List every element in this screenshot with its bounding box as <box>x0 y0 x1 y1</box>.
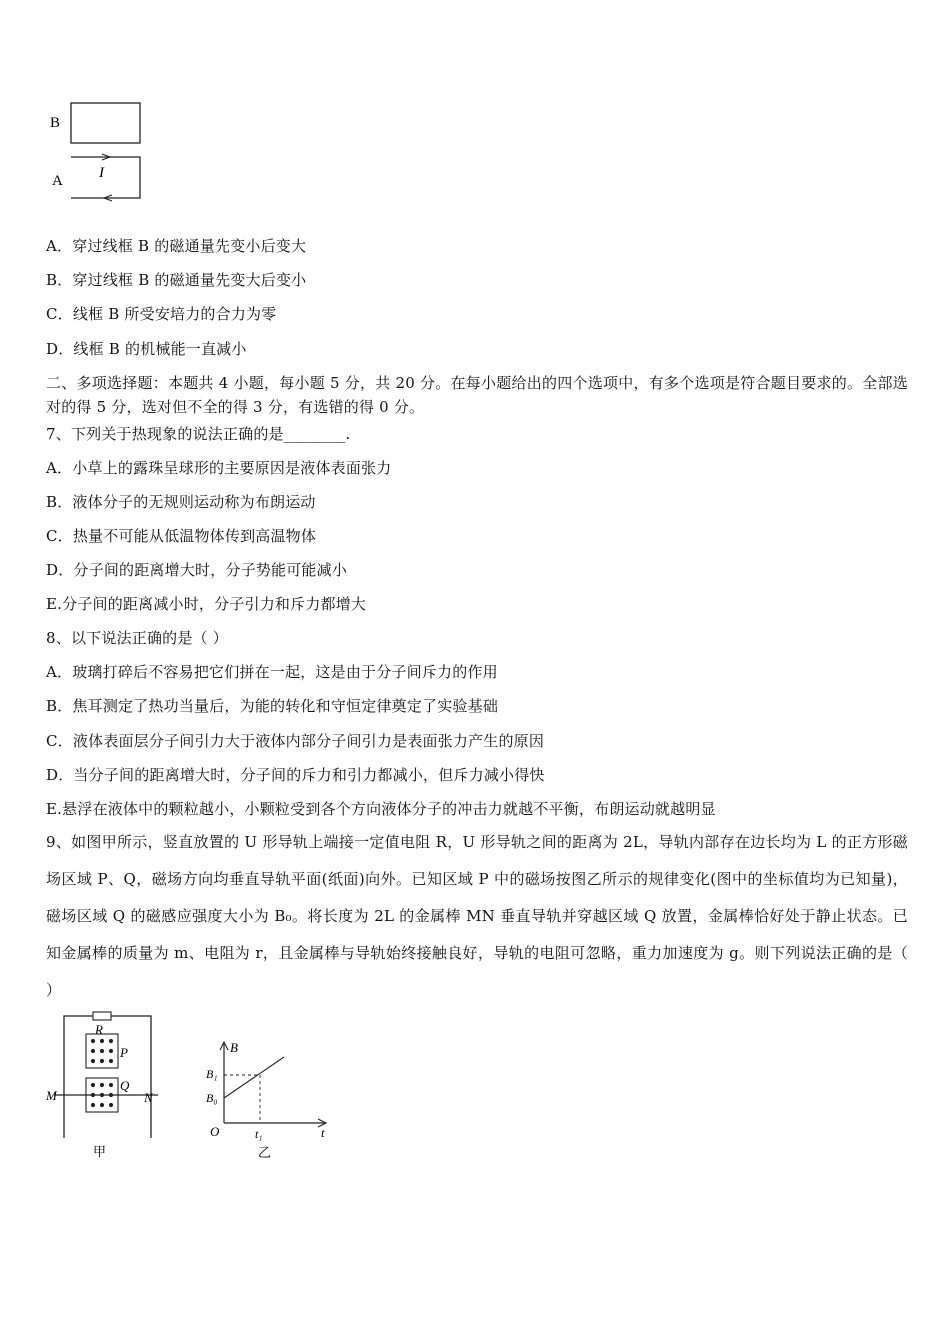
q7-option-d: D．分子间的距离增大时，分子势能可能减小 <box>46 561 348 579</box>
section2-intro: 二、多项选择题：本题共 4 小题，每小题 5 分，共 20 分。在每小题给出的四个选项中，有多个选项是符合题目要求的。全部选对的得 5 分，选对但不全的得 3 分，有选错的得 0 分。 <box>46 374 908 416</box>
q7-option-a: A．小草上的露珠呈球形的主要原因是液体表面张力 <box>46 459 392 477</box>
label-b: B <box>230 1040 238 1055</box>
q6-option-b: B．穿过线框 B 的磁通量先变大后变小 <box>46 271 307 289</box>
label-t: t <box>321 1125 325 1140</box>
q8-option-c: C．液体表面层分子间引力大于液体内部分子间引力是表面张力产生的原因 <box>46 732 545 750</box>
q9-stem: 9、如图甲所示，竖直放置的 U 形导轨上端接一定值电阻 R，U 形导轨之间的距离为 2L，导轨内部存在边长均为 L 的正方形磁场区域 P、Q，磁场方向均垂直导轨平面(纸面)向外。已知区域 P 中的磁场按图乙所示的规律变化(图中的坐标值均为已知量)，磁场区域 Q 的磁感应强度大小为 B₀。将长度为 2L 的金属棒 MN 垂直导轨并穿越区域 Q 放置，金属棒恰好处于静止状态。已知金属棒的质量为 m、电阻为 r，且金属棒与导轨始终接触良好，导轨的电阻可忽略，重力加速度为 g。则下列说法正确的是（ ） <box>46 833 908 999</box>
q8-option-e: E.悬浮在液体中的颗粒越小，小颗粒受到各个方向液体分子的冲击力就越不平衡，布朗运动就越明显 <box>46 800 716 818</box>
label-q: Q <box>120 1078 130 1093</box>
q8-stem: 8、以下说法正确的是（ ） <box>46 629 228 647</box>
label-p: P <box>120 1045 128 1060</box>
q7-stem: 7、下列关于热现象的说法正确的是________. <box>46 425 351 443</box>
loop-a <box>71 157 140 198</box>
current-label: I <box>99 165 104 181</box>
label-n: N <box>144 1090 153 1105</box>
q6-option-a: A．穿过线框 B 的磁通量先变小后变大 <box>46 237 307 255</box>
loop-a-label: A <box>52 173 63 189</box>
region-p-dots <box>91 1039 113 1063</box>
q6-option-c: C．线框 B 所受安培力的合力为零 <box>46 305 277 323</box>
label-o: O <box>210 1124 220 1139</box>
graph-line <box>224 1057 284 1098</box>
caption-jia: 甲 <box>93 1144 107 1159</box>
label-r: R <box>95 1022 103 1037</box>
label-m: M <box>46 1088 57 1103</box>
label-b0: B₀ <box>206 1091 218 1105</box>
q7-option-b: B．液体分子的无规则运动称为布朗运动 <box>46 493 316 511</box>
figure-yi-svg <box>200 1038 340 1168</box>
label-b1: B₁ <box>206 1067 218 1081</box>
figure-loops <box>40 95 160 210</box>
q8-option-a: A．玻璃打碎后不容易把它们拼在一起，这是由于分子间斥力的作用 <box>46 663 498 681</box>
figure-jia <box>40 1010 170 1168</box>
q6-option-d: D．线框 B 的机械能一直减小 <box>46 340 247 358</box>
loops-svg <box>40 95 160 210</box>
resistor <box>93 1012 111 1020</box>
label-t1: t₁ <box>255 1127 263 1141</box>
q8-option-d: D．当分子间的距离增大时，分子间的斥力和引力都减小，但斥力减小得快 <box>46 766 545 784</box>
loop-b <box>71 103 140 143</box>
q7-option-e: E.分子间的距离减小时，分子引力和斥力都增大 <box>46 595 367 613</box>
loop-b-label: B <box>50 115 61 131</box>
figure-jia-svg <box>40 1010 170 1168</box>
figure-yi <box>200 1038 340 1168</box>
q8-option-b: B．焦耳测定了热功当量后，为能的转化和守恒定律奠定了实验基础 <box>46 697 499 715</box>
q7-option-c: C．热量不可能从低温物体传到高温物体 <box>46 527 317 545</box>
caption-yi: 乙 <box>258 1145 272 1160</box>
